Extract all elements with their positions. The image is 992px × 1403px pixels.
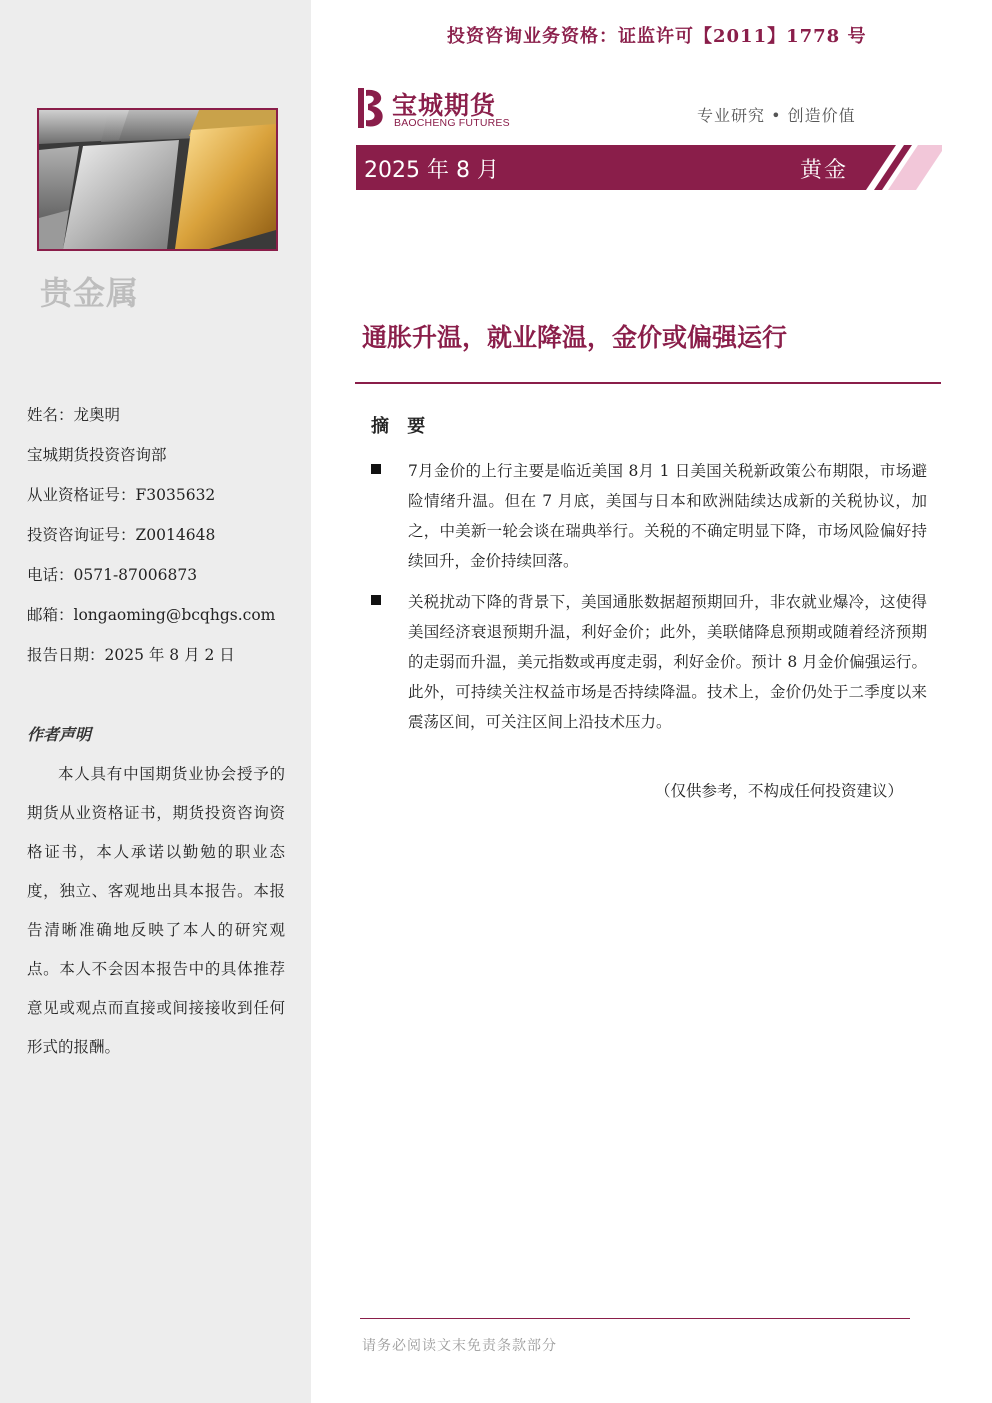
date-banner xyxy=(356,145,942,190)
gold-silver-bars-image xyxy=(37,108,278,251)
declaration-body: 本人具有中国期货业协会授予的期货从业资格证书，期货投资咨询资格证书，本人承诺以勤勉的职业态度，独立、客观地出具本报告。本报告清晰准确地反映了本人的研究观点。本人不会因本报告中的具体推荐意见或观点而直接或间接接收到任何形式的报酬。 xyxy=(27,765,285,1056)
author-info xyxy=(27,402,297,682)
author-consult-license: 投资咨询证号：Z0014648 xyxy=(27,526,216,544)
sector-label: 贵金属 xyxy=(40,274,140,312)
report-month: 2025 年 8 月 xyxy=(364,158,499,183)
author-email: 邮箱：longaoming@bcqhgs.com xyxy=(27,606,276,624)
abstract-bullet-text: 关税扰动下降的背景下，美国通胀数据超预期回升，非农就业爆冷，这使得美国经济衰退预期升温，利好金价；此外，美联储降息预期或随着经济预期的走弱而升温，美元指数或再度走弱，利好金价。预计 8 月金价偏强运行。此外，可持续关注权益市场是否持续降温。技术上，金价仍处于二季度以来震荡区间，可关注区间上沿技术压力。 xyxy=(408,593,927,731)
abstract-bullet-text: 7月金价的上行主要是临近美国 8月 1 日美国关税新政策公布期限，市场避险情绪升温。但在 7 月底，美国与日本和欧洲陆续达成新的关税协议，加之，中美新一轮会谈在瑞典举行。关税的不确定明显下降，市场风险偏好持续回升，金价持续回落。 xyxy=(408,462,927,570)
declaration-title: 作者声明 xyxy=(27,725,92,744)
logo-mark-icon xyxy=(356,86,390,132)
author-phone: 电话：0571-87006873 xyxy=(27,566,198,584)
sidebar xyxy=(0,0,311,1403)
footer-divider xyxy=(360,1318,910,1319)
author-department: 宝城期货投资咨询部 xyxy=(27,446,167,464)
qualification-line: 投资咨询业务资格：证监许可【2011】1778 号 xyxy=(447,26,867,47)
report-date: 报告日期：2025 年 8 月 2 日 xyxy=(27,646,235,664)
logo-chinese-name: 宝城期货 xyxy=(392,91,497,120)
square-bullet-icon xyxy=(371,464,381,474)
report-category: 黄金 xyxy=(800,158,849,183)
title-divider xyxy=(355,382,941,384)
report-title: 通胀升温，就业降温，金价或偏强运行 xyxy=(362,323,788,352)
abstract-bullet xyxy=(371,587,927,737)
abstract-heading: 摘 要 xyxy=(371,416,432,437)
abstract-bullet xyxy=(371,456,927,576)
square-bullet-icon xyxy=(371,595,381,605)
logo-english-name: BAOCHENG FUTURES xyxy=(394,117,510,129)
footer-note: 请务必阅读文末免责条款部分 xyxy=(362,1338,557,1354)
slogan: 专业研究 • 创造价值 xyxy=(697,106,856,125)
investment-disclaimer: （仅供参考，不构成任何投资建议） xyxy=(655,782,904,800)
author-license: 从业资格证号：F3035632 xyxy=(27,486,216,504)
author-name: 姓名：龙奥明 xyxy=(27,406,121,424)
company-logo xyxy=(356,86,526,132)
